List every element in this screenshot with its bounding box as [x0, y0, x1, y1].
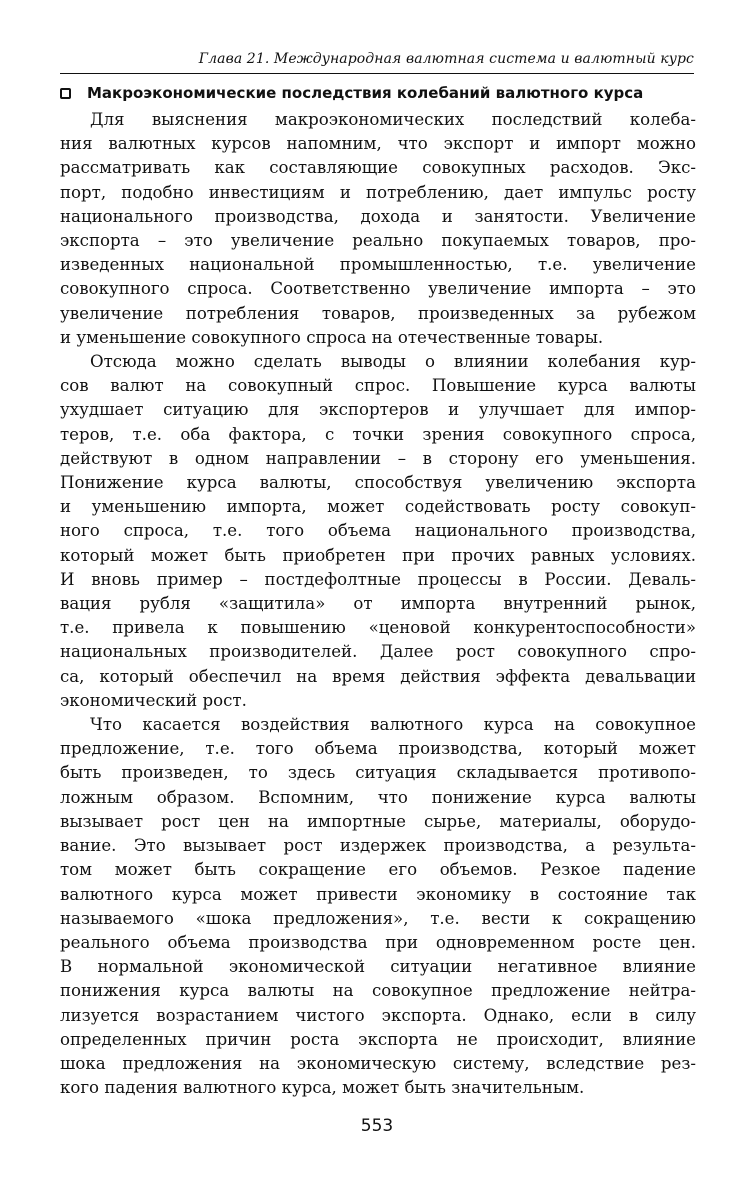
text-line: Понижение курса валюты, способствуя увеличению экспорта [60, 473, 696, 493]
text-line: быть произведен, то здесь ситуация складывается противопо- [60, 763, 696, 783]
header-rule [60, 73, 694, 74]
text-line: и уменьшению импорта, может содействовать росту совокуп- [60, 497, 696, 517]
text-line: кого падения валютного курса, может быть значительным. [60, 1078, 585, 1098]
text-line: шока предложения на экономическую систему, вследствие рез- [60, 1053, 696, 1073]
text-line: вызывает рост цен на импортные сырье, материалы, оборудо- [60, 811, 696, 831]
section-heading-text: Макроэкономические последствия колебаний валютного курса [87, 84, 644, 102]
section-heading [60, 82, 700, 104]
text-line: В нормальной экономической ситуации негативное влияние [60, 957, 696, 977]
text-line: ния валютных курсов напомним, что экспорт и импорт можно [60, 134, 696, 154]
text-line: И вновь пример – постдефолтные процессы в России. Деваль- [60, 569, 696, 589]
text-line: том может быть сокращение его объемов. Резкое падение [60, 860, 696, 880]
text-line: предложение, т.е. того объема производства, который может [60, 739, 696, 759]
text-line: валютного курса может привести экономику в состояние так [60, 884, 696, 904]
text-line: вация рубля «защитила» от импорта внутренний рынок, [60, 594, 696, 614]
running-header: Глава 21. Международная валютная система и валютный курс [198, 51, 694, 67]
text-line: экономический рост. [60, 690, 247, 710]
text-line: изведенных национальной промышленностью, т.е. увеличение [60, 255, 696, 275]
paragraph [60, 108, 696, 350]
text-line: действуют в одном направлении – в сторону его уменьшения. [60, 448, 696, 468]
body-text [60, 108, 696, 1100]
text-line: ухудшает ситуацию для экспортеров и улучшает для импор- [60, 400, 696, 420]
text-line: порт, подобно инвестициям и потреблению, дает импульс росту [60, 182, 696, 202]
text-line: национальных производителей. Далее рост совокупного спро- [60, 642, 696, 662]
text-line: понижения курса валюты на совокупное предложение нейтра- [60, 981, 696, 1001]
text-line: теров, т.е. оба фактора, с точки зрения совокупного спроса, [60, 424, 696, 444]
text-line: совокупного спроса. Соответственно увеличение импорта – это [60, 279, 696, 299]
text-line: вание. Это вызывает рост издержек производства, а результа- [60, 836, 696, 856]
text-line: ложным образом. Вспомним, что понижение курса валюты [60, 787, 696, 807]
checkbox-icon [60, 88, 71, 99]
text-line: ного спроса, т.е. того объема национального производства, [60, 521, 696, 541]
paragraph [60, 350, 696, 713]
text-line: Что касается воздействия валютного курса на совокупное [90, 715, 696, 735]
text-line: са, который обеспечил на время действия эффекта девальвации [60, 666, 696, 686]
text-line: реального объема производства при одновременном росте цен. [60, 932, 696, 952]
text-line: Отсюда можно сделать выводы о влиянии колебания кур- [90, 352, 696, 372]
text-line: лизуется возрастанием чистого экспорта. Однако, если в силу [60, 1005, 696, 1025]
text-line: увеличение потребления товаров, произведенных за рубежом [60, 303, 696, 323]
text-line: сов валют на совокупный спрос. Повышение курса валюты [60, 376, 696, 396]
page-number: 553 [360, 1116, 394, 1136]
text-line: Для выяснения макроэкономических последствий колеба- [90, 110, 696, 129]
paragraph [60, 713, 696, 1100]
text-line: рассматривать как составляющие совокупных расходов. Экс- [60, 158, 696, 178]
text-line: национального производства, дохода и занятости. Увеличение [60, 206, 696, 226]
text-line: который может быть приобретен при прочих равных условиях. [60, 545, 696, 565]
text-line: определенных причин роста экспорта не происходит, влияние [60, 1029, 696, 1049]
text-line: называемого «шока предложения», т.е. вести к сокращению [60, 908, 696, 928]
text-line: и уменьшение совокупного спроса на отечественные товары. [60, 327, 604, 347]
text-line: экспорта – это увеличение реально покупаемых товаров, про- [60, 231, 696, 251]
text-line: т.е. привела к повышению «ценовой конкурентоспособности» [60, 618, 696, 638]
